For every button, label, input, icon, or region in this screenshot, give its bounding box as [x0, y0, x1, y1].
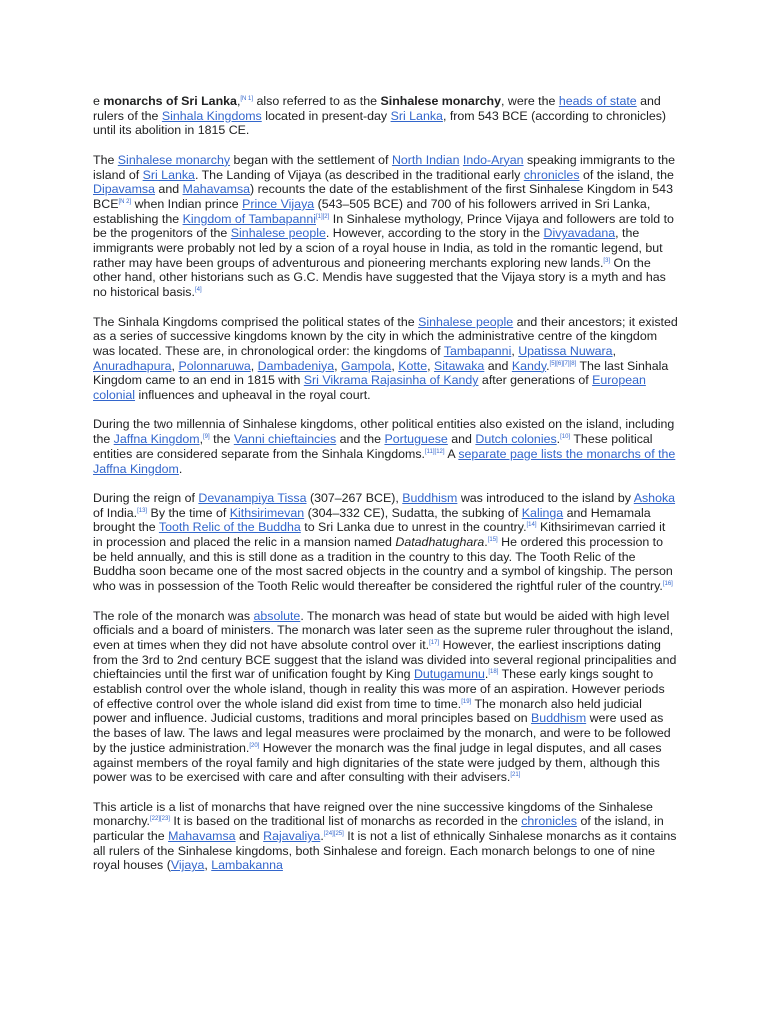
- text: ,: [334, 358, 342, 373]
- paragraph-list-intro: [93, 800, 678, 874]
- text: also referred to as the: [253, 94, 381, 108]
- footnote-ref[interactable]: [15]: [487, 536, 498, 543]
- link-vanni-chieftaincies[interactable]: Vanni chieftaincies: [233, 432, 337, 447]
- text: were used as the bases of law. The laws and legal measures were proclaimed by the monarch, and were to be followed by the justice administration.: [93, 711, 671, 755]
- paragraph-kingdoms: [93, 315, 678, 403]
- link-gampola[interactable]: Gampola: [341, 358, 392, 373]
- footnote-ref[interactable]: [19]: [461, 698, 472, 705]
- text: This article is a list of monarchs that have reigned over the nine successive kingdoms of the Sinhalese monarchy.: [93, 799, 653, 829]
- text: (307–267 BCE),: [306, 490, 403, 505]
- link-jaffna-kingdom[interactable]: Jaffna Kingdom: [113, 432, 200, 447]
- footnote-ref[interactable]: [18]: [488, 669, 499, 676]
- footnote-ref[interactable]: [3]: [603, 257, 611, 264]
- text: .: [320, 829, 324, 844]
- link-devanampiya-tissa[interactable]: Devanampiya Tissa: [198, 490, 307, 505]
- text: . The monarch was head of state but would be aided with high level officials and a board of ministers. The monarch was later seen as the supreme ruler throughout the island, even at times when they did not have absolute control over it.: [93, 608, 674, 652]
- link-divyavadana[interactable]: Divyavadana: [543, 226, 616, 241]
- link-buddhism[interactable]: Buddhism: [531, 711, 587, 726]
- text: .: [556, 432, 561, 447]
- link-dipavamsa[interactable]: Dipavamsa: [93, 182, 155, 197]
- text: By the time of: [147, 505, 230, 520]
- italic-term: Datadhatughara: [395, 535, 485, 550]
- text: ,: [171, 358, 179, 373]
- text: .: [178, 461, 183, 476]
- footnote-ref[interactable]: [17]: [429, 639, 440, 646]
- link-dutch-colonies[interactable]: Dutch colonies: [475, 432, 557, 447]
- text: A: [444, 446, 459, 461]
- text: ,: [204, 858, 212, 873]
- link-kithsirimevan[interactable]: Kithsirimevan: [229, 505, 305, 520]
- link-buddhism[interactable]: Buddhism: [402, 490, 458, 505]
- link-absolute[interactable]: absolute: [253, 608, 301, 623]
- link-anuradhapura[interactable]: Anuradhapura: [93, 358, 172, 373]
- text: and their ancestors; it existed as a series of successive kingdoms known by the city in which the administrative centre of the kingdom was located. These are, in chronological order: the kingdoms of: [93, 314, 678, 358]
- text: (304–332 CE), Sudatta, the subking of: [304, 505, 522, 520]
- link-mahavamsa[interactable]: Mahavamsa: [182, 182, 251, 197]
- link-kingdom-of-tambapanni[interactable]: Kingdom of Tambapanni: [182, 211, 316, 226]
- text: and rulers of the: [93, 94, 661, 123]
- link-ashoka[interactable]: Ashoka: [633, 490, 676, 505]
- text: after generations of: [478, 373, 593, 388]
- text: The role of the monarch was: [93, 608, 254, 623]
- text: and: [484, 358, 512, 373]
- text: However, the earliest inscriptions dating from the 3rd to 2nd century BCE suggest that the island was divided into several regional principalities and chieftaincies until the first war of unification fought by King: [93, 637, 677, 682]
- link-sri-vikrama-rajasinha[interactable]: Sri Vikrama Rajasinha of Kandy: [303, 373, 479, 388]
- text: It is not a list of ethnically Sinhalese monarchs as it contains all rulers of the Sinhalese kingdoms, both Sinhalese and foreign. Each monarch belongs to one of nine royal houses (: [93, 829, 677, 873]
- link-vijaya[interactable]: Vijaya: [170, 858, 205, 873]
- text: On the other hand, other historians such as G.C. Mendis have suggested that the Vijaya story is a myth and has no historical basis.: [93, 255, 666, 300]
- text: , the immigrants were probably not led by a scion of a royal house in India, as told in the romantic legend, but rather may have been groups of adventurous and pioneering merchants exploring new lands.: [93, 226, 663, 270]
- footnote-ref[interactable]: [24][25]: [323, 830, 344, 837]
- paragraph-other-entities: [93, 417, 678, 476]
- text: The monarch also held judicial power and influence. Judicial customs, traditions and moral principles based on: [93, 696, 642, 726]
- text: of the island, in particular the: [93, 814, 664, 844]
- text: ,: [511, 343, 519, 358]
- text: These political entities are considered separate from the Sinhala Kingdoms.: [93, 432, 653, 461]
- text: The Sinhala Kingdoms comprised the political states of the: [93, 314, 419, 329]
- link-heads-of-state[interactable]: heads of state: [558, 94, 637, 108]
- text: .: [546, 358, 550, 373]
- text: of India.: [93, 505, 138, 520]
- link-kandy[interactable]: Kandy: [511, 358, 547, 373]
- text: ,: [612, 343, 617, 358]
- link-european-colonial[interactable]: European colonial: [93, 373, 646, 403]
- text: influences and upheaval in the royal court.: [135, 388, 371, 403]
- link-portuguese[interactable]: Portuguese: [384, 432, 448, 447]
- footnote-ref[interactable]: [N 2]: [118, 198, 132, 205]
- text: and Hemamala brought the: [93, 505, 651, 535]
- paragraph-origins: [93, 153, 678, 300]
- text: , from 543 BCE (according to chronicles) until its abolition in 1815 CE.: [93, 108, 667, 138]
- link-dambadeniya[interactable]: Dambadeniya: [257, 358, 335, 373]
- link-mahavamsa[interactable]: Mahavamsa: [168, 829, 236, 844]
- text: and: [154, 182, 183, 197]
- text: In Sinhalese mythology, Prince Vijaya and followers are told to be the progenitors of the: [93, 211, 674, 241]
- bold-term: Sinhalese monarchy: [380, 94, 501, 108]
- text: the: [209, 432, 234, 447]
- text: It is based on the traditional list of monarchs as recorded in the: [169, 814, 522, 829]
- link-tooth-relic[interactable]: Tooth Relic of the Buddha: [158, 520, 301, 535]
- link-sinhalese-monarchy[interactable]: Sinhalese monarchy: [117, 152, 231, 167]
- link-sri-lanka[interactable]: Sri Lanka: [390, 108, 443, 123]
- paragraph-intro: [93, 94, 678, 138]
- text: . However, according to the story in the: [325, 226, 544, 241]
- link-sinhalese-people[interactable]: Sinhalese people: [418, 314, 514, 329]
- footnote-ref[interactable]: [21]: [510, 772, 521, 779]
- link-indo-aryan[interactable]: Indo-Aryan: [462, 152, 524, 167]
- article-body: [93, 94, 678, 888]
- link-sri-lanka[interactable]: Sri Lanka: [142, 167, 195, 182]
- footnote-ref[interactable]: [13]: [137, 507, 148, 514]
- link-polonnaruwa[interactable]: Polonnaruwa: [178, 358, 251, 373]
- text: .: [484, 535, 488, 550]
- footnote-ref[interactable]: [10]: [560, 434, 571, 440]
- footnote-ref[interactable]: [4]: [194, 287, 202, 293]
- text: ,: [250, 358, 258, 373]
- text: The last Sinhala Kingdom came to an end in 1815 with: [93, 358, 669, 388]
- text: He ordered this procession to be held annually, and this is still done as a tradition in the country to this day. The Tooth Relic of the Buddha soon became one of the most sacred objects in the country and a symbol of kingship. The person who was in possession of the Tooth Relic would thereafter be considered the rightful ruler of the country.: [93, 535, 673, 594]
- footnote-ref[interactable]: [20]: [249, 742, 260, 749]
- footnote-ref[interactable]: [16]: [662, 581, 673, 588]
- link-prince-vijaya[interactable]: Prince Vijaya: [242, 196, 315, 211]
- text: ,: [391, 358, 399, 373]
- text: when Indian prince: [131, 196, 243, 211]
- text: was introduced to the island by: [457, 490, 634, 505]
- link-kotte[interactable]: Kotte: [398, 358, 428, 373]
- text: to Sri Lanka due to unrest in the country.: [300, 520, 527, 535]
- link-lambakanna[interactable]: Lambakanna: [211, 858, 283, 873]
- text: and: [447, 432, 476, 447]
- text: and: [235, 829, 264, 844]
- footnote-ref[interactable]: [14]: [526, 522, 537, 529]
- text: ,: [427, 358, 435, 373]
- link-sitawaka[interactable]: Sitawaka: [434, 358, 485, 373]
- text: Kithsirimevan carried it in procession and placed the relic in a mansion named: [93, 520, 666, 550]
- link-chronicles[interactable]: chronicles: [523, 167, 580, 182]
- paragraph-role: [93, 609, 678, 785]
- link-rajavaliya[interactable]: Rajavaliya: [263, 829, 321, 844]
- footnote-ref[interactable]: [5][6][7][8]: [549, 360, 577, 367]
- paragraph-buddhism: [93, 491, 678, 594]
- footnote-ref[interactable]: [9]: [203, 434, 210, 440]
- footnote-ref[interactable]: [1][2]: [315, 213, 330, 220]
- text: . The Landing of Vijaya (as described in the traditional early: [194, 167, 524, 182]
- link-dutugamunu[interactable]: Dutugamunu: [413, 667, 485, 682]
- text: speaking immigrants to the island of: [93, 152, 676, 182]
- text: located in present-day: [261, 108, 391, 123]
- link-north-indian[interactable]: North Indian: [391, 152, 460, 167]
- footnote-ref[interactable]: [22][23]: [149, 816, 170, 823]
- text: and the: [336, 432, 385, 447]
- text: of the island, the: [579, 167, 674, 182]
- text: began with the settlement of: [230, 152, 392, 167]
- link-jaffna-monarchs-page[interactable]: separate page lists the monarchs of the Jaffna Kingdom: [93, 446, 676, 476]
- link-sinhala-kingdoms[interactable]: Sinhala Kingdoms: [161, 108, 262, 123]
- text: The: [93, 152, 118, 167]
- link-upatissa-nuwara[interactable]: Upatissa Nuwara: [518, 343, 613, 358]
- footnote-ref[interactable]: [N 1]: [240, 95, 254, 102]
- text: , were the: [501, 94, 559, 108]
- text: ,: [199, 432, 204, 447]
- link-chronicles[interactable]: chronicles: [521, 814, 578, 829]
- text: During the two millennia of Sinhalese kingdoms, other political entities also existed on the island, including the: [93, 417, 675, 447]
- link-kalinga[interactable]: Kalinga: [521, 505, 564, 520]
- text: ,: [236, 94, 241, 108]
- text: (543–505 BCE) and 700 of his followers arrived in Sri Lanka, establishing the: [93, 196, 651, 226]
- text: These early kings sought to establish control over the whole island, though in reality this was more of an aspiration. However periods of effective control over the whole island did exist from time to time.: [93, 667, 665, 711]
- text: .: [484, 667, 489, 682]
- text: ) recounts the date of the establishment of the first Sinhalese Kingdom in 543 BCE: [93, 182, 673, 211]
- text: However the monarch was the final judge in legal disputes, and all cases against members of the royal family and high dignitaries of the state were judged by them, although this power was to be exercised with care and after consulting with their advisers.: [93, 740, 662, 785]
- bold-title: monarchs of Sri Lanka: [103, 94, 237, 108]
- link-tambapanni[interactable]: Tambapanni: [443, 343, 512, 358]
- link-sinhalese-people[interactable]: Sinhalese people: [230, 226, 326, 241]
- text: e: [93, 94, 104, 108]
- text: During the reign of: [93, 490, 199, 505]
- footnote-ref[interactable]: [11][12]: [424, 448, 445, 455]
